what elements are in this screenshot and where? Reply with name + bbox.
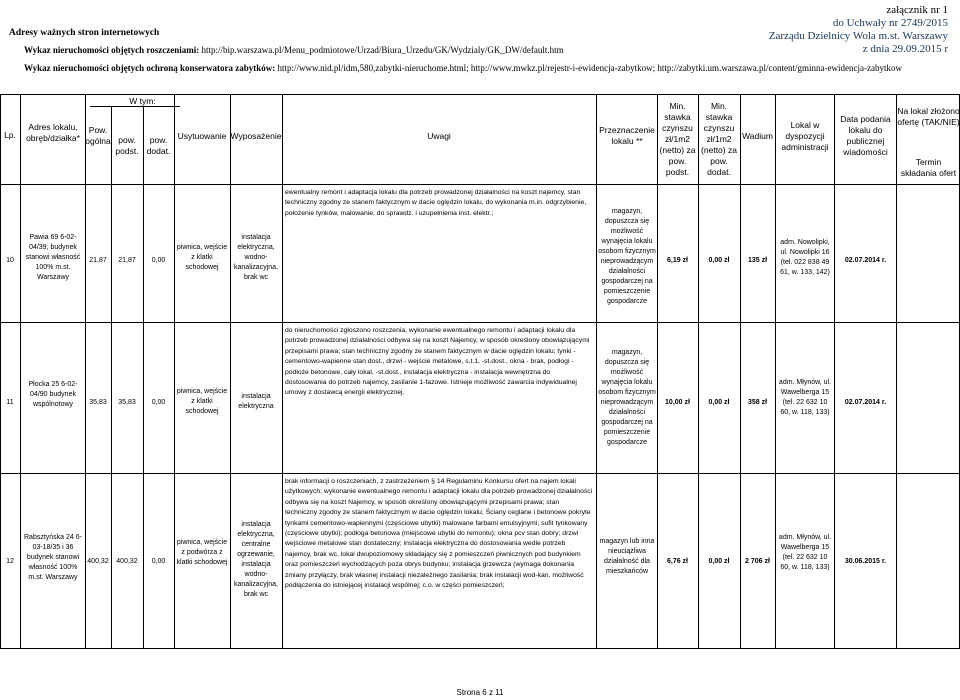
annex-title: załącznik nr 1: [886, 4, 948, 16]
header-publish-date: Data podania lokalu do publicznej wiadomości: [840, 114, 891, 157]
row-facilities: piwnica, wejście z klatki schodowej: [176, 244, 228, 271]
row-area-total: 35,83: [89, 399, 107, 406]
row-equipment: instalacja elektryczna, wodno-kanalizacyjna, brak wc: [234, 234, 278, 281]
row-rate-extra: 0,00 zł: [708, 399, 730, 406]
header-remarks: Uwagi: [427, 131, 451, 141]
row-area-main: 400,32: [116, 558, 138, 565]
row-purpose: magazyn, dopuszcza się możliwość wynajęcia lokalu osobom fizycznym nieprowadzącym działalności gospodarczej na pomieszczenie gospodarcze: [598, 208, 656, 305]
annex-resolution: do Uchwały nr 2749/2015: [832, 17, 948, 29]
row-rate-main: 10,00 zł: [665, 399, 690, 406]
row-equipment: instalacja elektryczna, centralne ogrzewanie, instalacja wodno-kanalizacyjna, brak wc: [234, 521, 278, 598]
row-deposit: 135 zł: [747, 257, 768, 264]
row-area-main: 35,83: [118, 399, 136, 406]
row-remarks: do nieruchomości zgłoszono roszczenia, wykonanie ewentualnego remontu i adaptacji lokalu dla potrzeb prowadzonej działalności odbywa się na koszt Najemcy, w sposób określony obowiązującymi przepisami prawa; stan techniczny zgodny ze stanem faktycznym w dacie oględzin lokalu; tynki - cementowo-wapienne stan dost., drzwi - wejście metalowe, s.t.1, -st.dost., okna - brak, podłogi - podłoże betonowe, cały lokal, -st.dost., instalacja elektryczna - instalacja wewnętrzna do dostosowania do potrzeb najemcy, zasilanie 1-fazowe. Istnieje możliwość zawarcia indywidualnej umowy z dostawcą energii elektrycznej.: [285, 327, 590, 397]
claims-link[interactable]: http://bip.warszawa.pl/Menu_podmiotowe/Urzad/Biura_Urzedu/GK/Wydzialy/GK_DW/default.htm: [201, 45, 564, 55]
row-lp: 11: [6, 399, 14, 406]
header-purpose: Przeznaczenie lokalu **: [599, 125, 655, 146]
header-deadline: Termin składania ofert: [900, 157, 957, 178]
row-purpose: magazyn, dopuszcza się możliwość wynajęcia lokalu osobom fizycznym nieprowadzącym działalności gospodarczej na pomieszczenie gospodarcze: [598, 349, 656, 446]
row-rate-main: 6,76 zł: [666, 558, 688, 565]
row-address: Rabsztyńska 24 6-03-18/35 i 36 budynek stanowi własność 100% m.st. Warszawy: [24, 534, 82, 581]
row-area-extra: 0,00: [151, 257, 166, 264]
claims-line: [24, 44, 564, 56]
page-number: Strona 6 z 11: [456, 688, 504, 697]
header-min-rate-main: Min. stawka czynszu zł/1m2 (netto) za pow. podst.: [659, 101, 696, 177]
header-area-extra: pow. dodat.: [146, 135, 171, 156]
row-area-main: 21,87: [118, 257, 136, 264]
row-admin: adm. Nowolipki, ul. Nowolipki 16 (tel. 022 838 49 61, w. 133, 142): [780, 239, 830, 276]
websites-title: Adresy ważnych stron internetowych: [9, 28, 160, 38]
header-facilities: Usytuowanie: [177, 131, 227, 141]
claims-label: Wykaz nieruchomości objętych roszczeniami:: [24, 45, 200, 55]
row-rate-extra: 0,00 zł: [708, 558, 730, 565]
row-rate-main: 6,19 zł: [666, 257, 688, 264]
row-lp: 10: [6, 257, 14, 264]
row-area-total: 400,32: [87, 558, 109, 565]
header-deposit: Wadium: [742, 131, 773, 141]
row-admin: adm. Młynów, ul. Wawelberga 15 (tel. 22 632 10 60, w. 118, 133): [778, 534, 832, 571]
row-facilities: piwnica, wejście z klatki schodowej: [176, 388, 228, 415]
protection-label: Wykaz nieruchomości objętych ochroną konserwatora zabytków:: [24, 63, 276, 73]
header-address: Adres lokalu, obręb/działka*: [26, 122, 80, 143]
row-address: Płocka 25 6-02-04/90 budynek wspólnotowy: [28, 381, 78, 408]
header-offer: Na lokal złożono ofertę (TAK/NIE): [897, 106, 960, 127]
row-address: Pawia 69 6-02-04/39, budynek stanowi własność 100% m.st. Warszawy: [25, 234, 81, 281]
row-area-total: 21,87: [89, 257, 107, 264]
header-equipment: Wyposażenie: [230, 131, 282, 141]
row-deadline: 02.07.2014 r.: [844, 257, 887, 264]
header-admin: Lokal w dyspozycji administracji: [781, 120, 829, 152]
row-remarks: ewentualny remont i adaptacja lokalu dla potrzeb prowadzonej działalności na koszt najemcy, stan techniczny zgodny ze stanem faktycznym w dacie oględzin lokalu, do wykonania m.in. odgrzybienie, położenie tynków, malowanie, do sprawdz. i uzupełnienia inst. elektr.;: [285, 189, 587, 217]
row-deposit: 358 zł: [747, 399, 768, 406]
row-purpose: magazyn lub inna nieuciążliwa działalność dla mieszkańców: [599, 538, 655, 575]
header-lp: Lp.: [4, 130, 16, 140]
row-equipment: instalacja elektryczna: [238, 393, 274, 410]
protection-line: [24, 62, 902, 74]
header-min-rate-extra: Min. stawka czynszu zł/1m2 (netto) za pow. dodat.: [701, 101, 737, 177]
row-deposit: 2 706 zł: [745, 558, 770, 565]
row-area-extra: 0,00: [151, 558, 166, 565]
row-admin: adm. Młynów, ul. Wawelberga 15 (tel. 22 632 10 60, w. 118, 133): [778, 379, 832, 416]
header-area-main: pow. podst.: [115, 135, 139, 156]
row-remarks: brak informacji o roszczeniach, z zastrzeżeniem § 14 Regulaminu Konkursu ofert na najem lokali użytkowych; wykonanie ewentualnego remontu i adaptacji lokalu dla potrzeb prowadzonej działalności odbywa się na koszt Najemcy, w sposób określony obowiązującymi przepisami prawa; stan techniczny zgodny ze stanem faktycznym w dacie oględzin lokalu; Ściany ceglane i betonowe pokryte tynkami cementowo-wapiennymi (częściowe ubytki) malowane farbami emulsyjnymi; sufit tynkowany (częściowe ubytki); podłoga betonowa (miejscowe ubytki do remontu); okna pcv stan dobry; drzwi wejściowe metalowe stan dostateczny; instalacja elektryczna do dostosowania wedle potrzeb najemcy, brak wc, lokal dwupoziomowy składający się z pomieszczeń piwnicznych pod budynkiem oraz pomieszczeń wychodzących poza obrys budynku; instalacja grzewcza (wymaga dokonania zmiany przyłączy, brak własnej instalacji niezależnego zasilania; brak instalacji wod-kan, możliwość podłączenia do istniejącej instalacji wspólnej; c.o. w części pomieszczeń;: [285, 478, 593, 590]
annex-block: [769, 4, 948, 56]
header-area-total: Pow. ogólna: [85, 125, 111, 146]
row-deadline: 02.07.2014 r.: [844, 399, 887, 406]
row-facilities: piwnica, wejście z podwórza z klatki schodowej: [176, 539, 228, 566]
row-deadline: 30.06.2015 r.: [844, 558, 887, 565]
protection-link[interactable]: http://www.nid.pl/idm,580,zabytki-nieruchome.html; http://www.mwkz.pl/rejestr-i-ewidencja-zabytkow; http://zabytki.um.warszawa.pl/content/gminna-ewidencja-zabytkow: [277, 63, 902, 73]
row-rate-extra: 0,00 zł: [708, 257, 730, 264]
row-area-extra: 0,00: [151, 399, 166, 406]
row-lp: 12: [6, 558, 14, 565]
annex-board: Zarządu Dzielnicy Wola m.st. Warszawy: [768, 30, 948, 42]
header-in-which: W tym:: [129, 96, 156, 106]
annex-date: z dnia 29.09.2015 r: [862, 43, 948, 55]
